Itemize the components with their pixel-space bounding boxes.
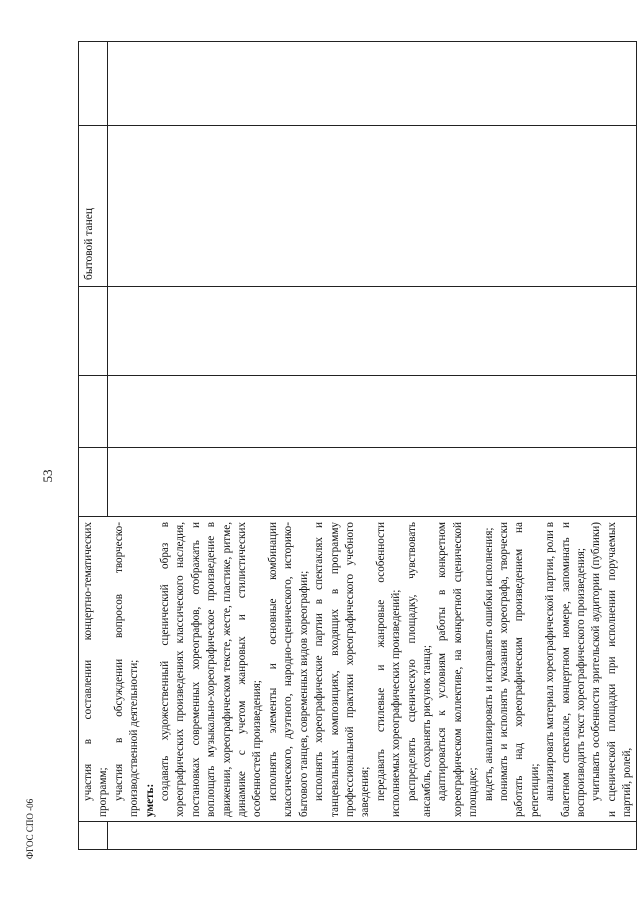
- competency-line: учитывать особенности зрительской аудитории (публики) и сценической площадки при исполнении поручаемых партий, ролей,: [590, 522, 634, 817]
- competency-line: участия в обсуждении вопросов творческо-производственной деятельности;: [112, 522, 141, 817]
- competency-line: понимать и исполнять указания хореографа, творчески работать над хореографическим произведением на репетиции;: [497, 522, 541, 817]
- table-row: [79, 42, 108, 850]
- cell-empty: [108, 42, 637, 126]
- competency-line: исполнять элементы и основные комбинации классического, дуэтного, народно-сценического, историко-бытового танцев, современных видов хореографии;: [266, 522, 310, 817]
- competency-line: передавать стилевые и жанровые особенности исполняемых хореографических произведений;: [374, 522, 403, 817]
- discipline-topic-cell: [79, 126, 108, 287]
- competency-line: создавать художественный сценический образ в хореографических произведениях классического наследия, постановках современных хореографов, отображать и воплощать музыкально-хореографическое произведение в движении, хореографическом тексте, жесте, пластике, ритме, динамике с учетом жанровых и стилистических особенностей произведения;: [159, 522, 264, 817]
- competency-cell: [79, 517, 637, 822]
- footer-code: ФГОС СПО -06: [25, 798, 35, 860]
- standards-table: [78, 41, 637, 850]
- competency-line: исполнять хореографические партии в спектаклях и танцевальных композициях, входящих в программу профессиональной практики хореографического учебного заведения;: [313, 522, 372, 817]
- page-number: 53: [40, 469, 55, 483]
- rotated-table-page: [78, 42, 634, 850]
- discipline-topic: бытовой танец: [83, 207, 95, 280]
- competency-label: уметь:: [143, 783, 156, 817]
- cell-empty: [108, 126, 637, 287]
- cell-empty: [79, 42, 108, 126]
- cell-empty: [79, 287, 108, 376]
- cell-empty: [108, 287, 637, 376]
- cell-empty: [79, 448, 108, 517]
- competency-line: участия в составлении концертно-тематических программ;: [82, 522, 110, 817]
- competency-text: [81, 522, 636, 817]
- cell-empty: [79, 822, 108, 850]
- cell-empty: [108, 822, 637, 850]
- competency-line: распределять сценическую площадку, чувствовать ансамбль, сохранять рисунок танца;: [405, 522, 433, 817]
- cell-empty: [108, 448, 637, 517]
- competency-line: анализировать материал хореографической партии, роли в балетном спектакле, концертном номере, запоминать и воспроизводить текст хореографического произведения;: [544, 522, 587, 817]
- cell-empty: [108, 376, 637, 448]
- competency-line: видеть, анализировать и исправлять ошибки исполнения;: [482, 527, 495, 801]
- competency-line: адаптироваться к условиям работы в конкретном хореографическом коллективе, на конкретной сценической площадке;: [436, 522, 480, 817]
- cell-empty: [79, 376, 108, 448]
